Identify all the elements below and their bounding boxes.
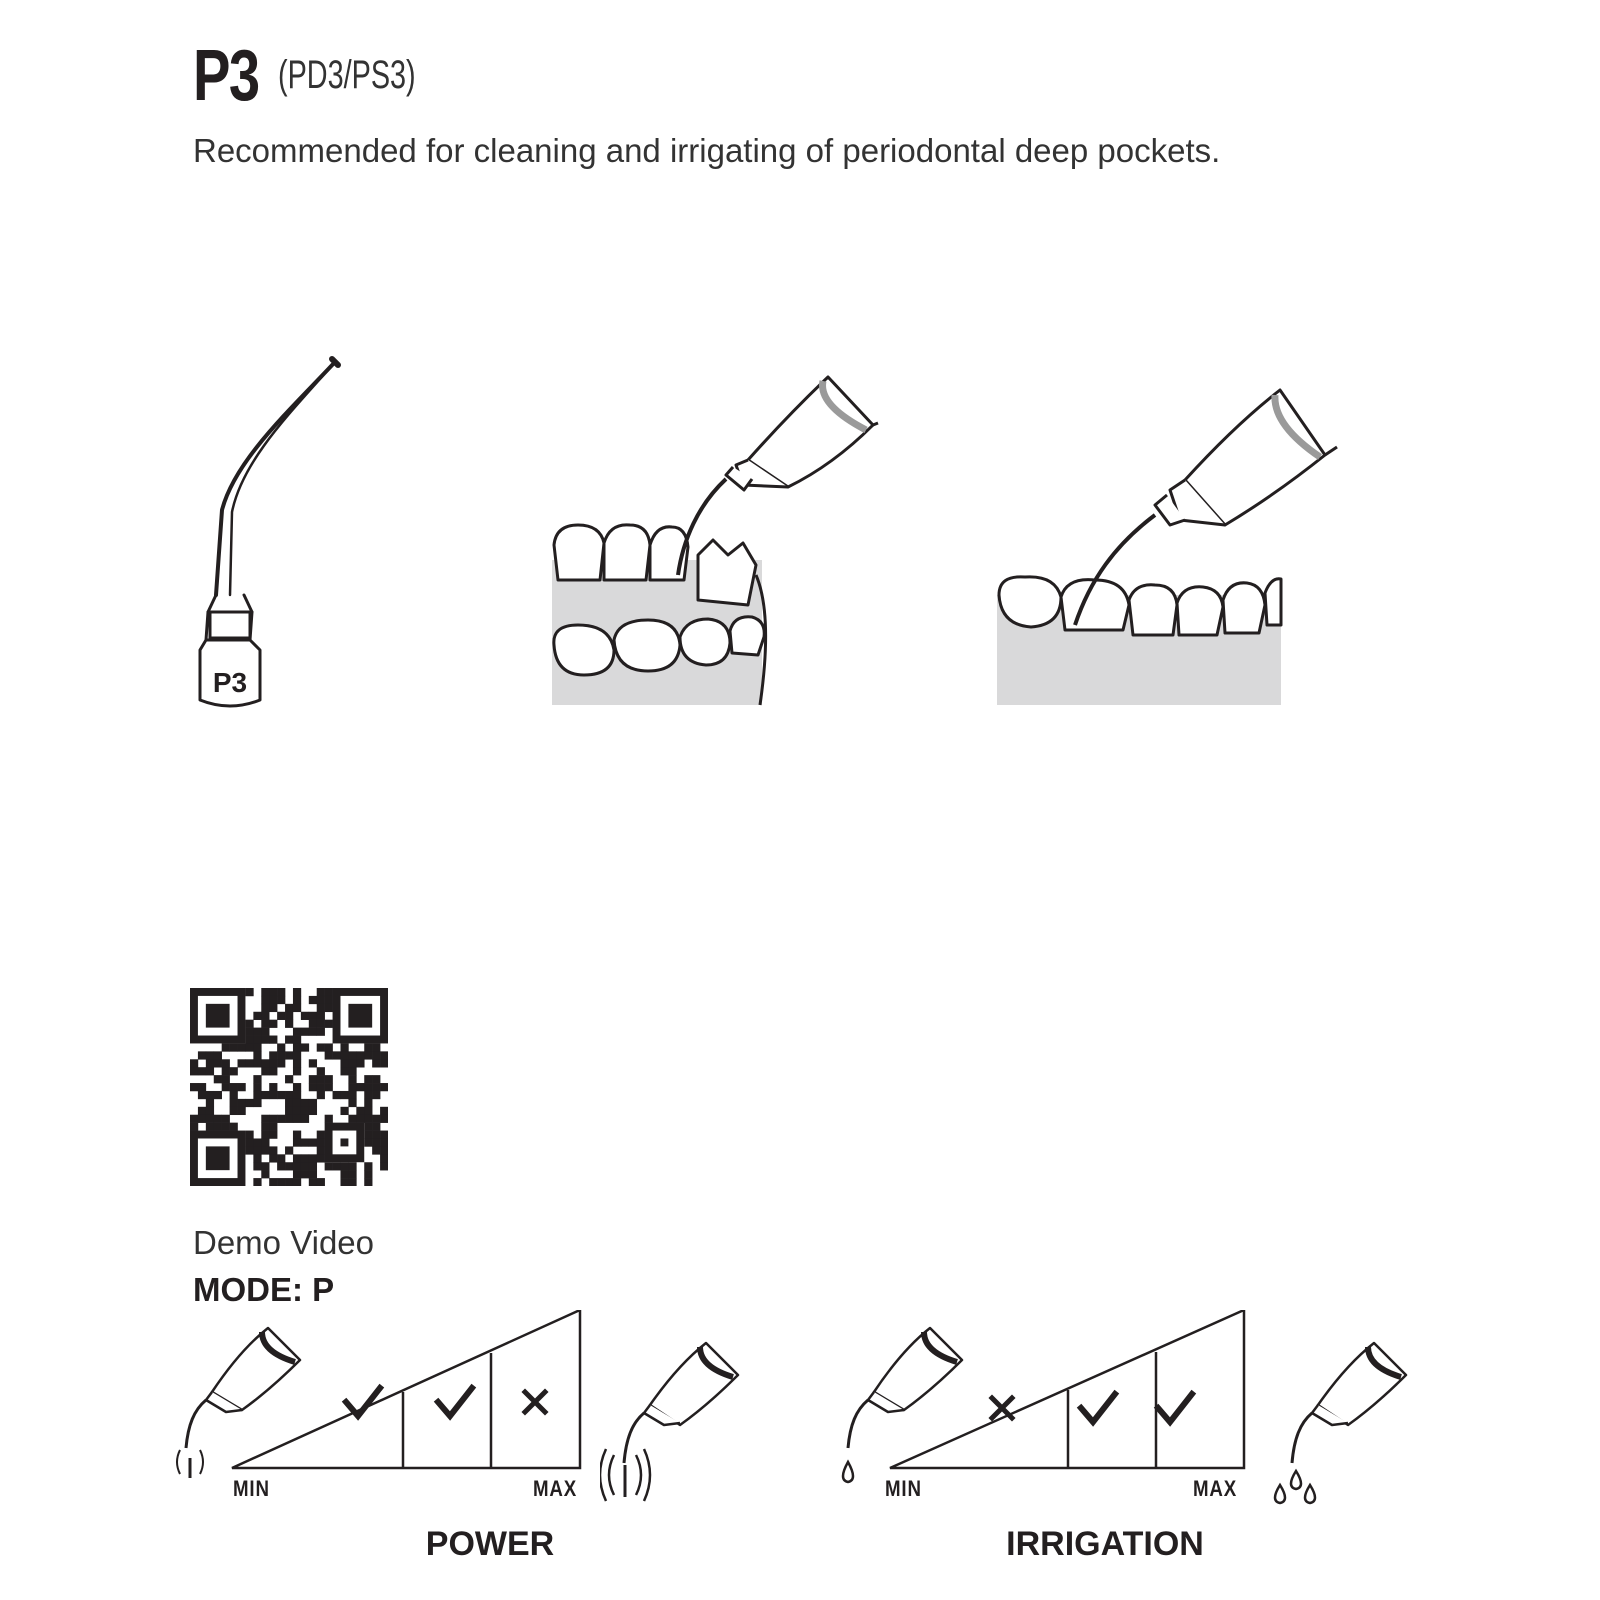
handpiece-min-icon: [186, 1328, 300, 1448]
power-title: POWER: [425, 1525, 555, 1563]
page-title: P3: [193, 36, 259, 116]
power-max-label: MAX: [533, 1476, 578, 1501]
vibration-low-icon: [177, 1450, 203, 1478]
page-subtitle: (PD3/PS3): [278, 53, 416, 97]
qr-code[interactable]: [190, 988, 388, 1186]
handpiece-max-icon: [600, 1335, 760, 1505]
jaw-illustration-front: [548, 375, 893, 720]
power-min-label: MIN: [233, 1476, 270, 1501]
irrigation-title: IRRIGATION: [1006, 1525, 1204, 1563]
handpiece-max-icon: [1268, 1335, 1428, 1505]
handpiece-min-icon: [848, 1328, 962, 1448]
jaw-illustration-side: [995, 385, 1340, 720]
water-drops-icon: [1275, 1471, 1315, 1503]
irrigation-level-1-cross-icon: [992, 1398, 1012, 1418]
water-drop-icon: [843, 1462, 853, 1482]
irrigation-level-2-check-icon: [1081, 1394, 1115, 1422]
scaler-tip-illustration: [180, 350, 360, 720]
power-level-2-check-icon: [438, 1388, 472, 1416]
demo-video-caption: Demo Video: [193, 1224, 375, 1261]
power-level-3-cross-icon: [525, 1392, 545, 1412]
irrigation-max-label: MAX: [1193, 1476, 1238, 1501]
mode-label: MODE: P: [193, 1271, 335, 1308]
irrigation-level-3-check-icon: [1158, 1394, 1192, 1422]
description-text: Recommended for cleaning and irrigating of periodontal deep pockets.: [193, 132, 1221, 169]
irrigation-min-label: MIN: [885, 1476, 922, 1501]
tip-label: P3: [212, 667, 248, 698]
